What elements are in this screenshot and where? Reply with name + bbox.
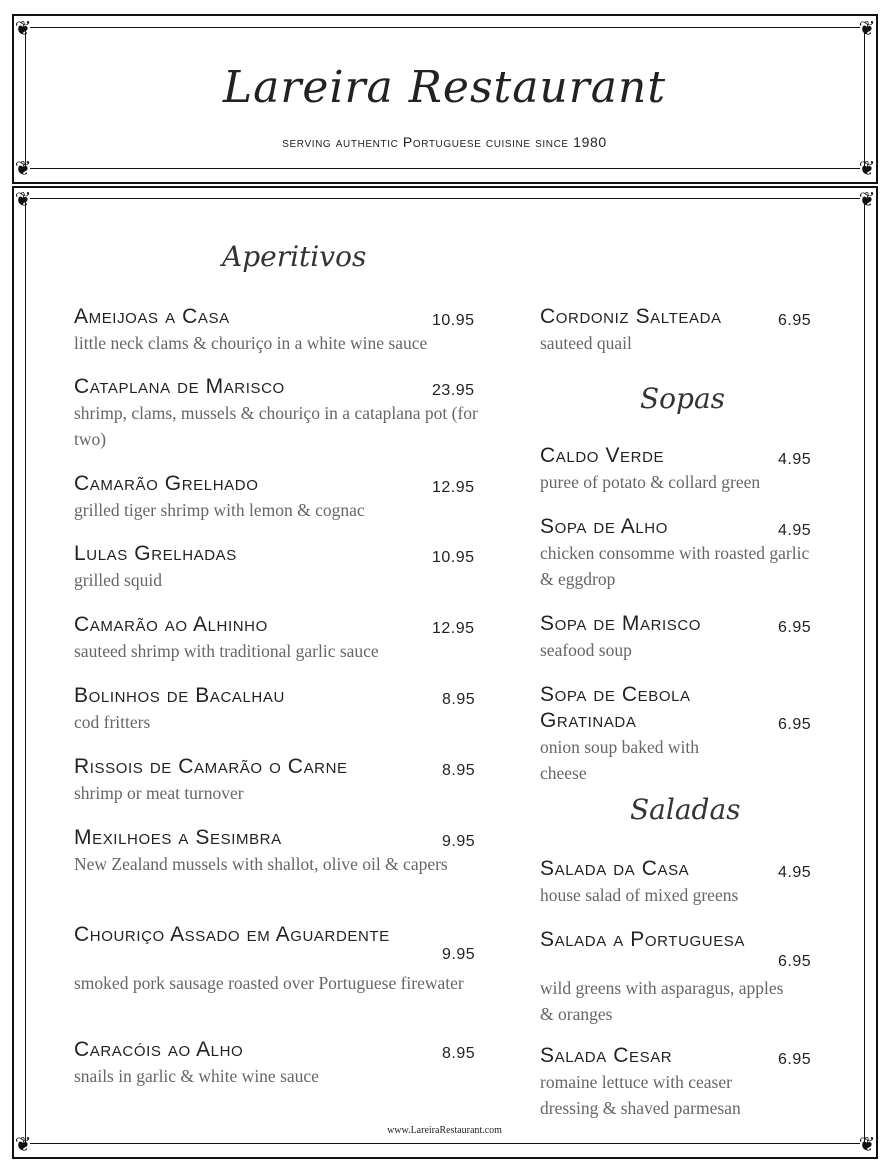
menu-item-description: shrimp, clams, mussels & chouriço in a cataplana pot (for two)	[74, 403, 478, 449]
menu-item-price: 12.95	[432, 479, 475, 496]
menu-item-saladas	[540, 856, 830, 908]
menu-item-aperitivos	[74, 471, 486, 523]
menu-item-name: Cordoniz Salteada	[540, 305, 722, 328]
menu-item-description: grilled squid	[74, 570, 162, 590]
header-frame-bottom-outer	[12, 182, 878, 184]
menu-item-price: 8.95	[442, 762, 476, 779]
corner-ornament-icon: ❦	[14, 187, 32, 211]
body-frame-right-outer	[876, 186, 878, 1157]
menu-item-name: Sopa de Marisco	[540, 612, 702, 635]
menu-item-price: 6.95	[778, 716, 812, 733]
menu-item-description: seafood soup	[540, 640, 632, 660]
menu-item-aperitivos	[74, 374, 486, 452]
footer-url[interactable]: www.LareiraRestaurant.com	[387, 1125, 502, 1136]
body-frame-right-inner	[864, 198, 865, 1143]
menu-item-price: 4.95	[778, 864, 812, 881]
menu-item-name: Caldo Verde	[540, 444, 665, 467]
menu-item-price: 4.95	[778, 451, 812, 468]
menu-item-description: cod fritters	[74, 712, 151, 732]
menu-item-description: romaine lettuce with ceaser dressing & shaved parmesan	[540, 1072, 741, 1118]
corner-ornament-icon: ❦	[858, 16, 876, 40]
corner-ornament-icon: ❦	[14, 16, 32, 40]
menu-item-name: Sopa de Alho	[540, 515, 668, 538]
menu-item-right_top	[540, 304, 830, 356]
menu-item-name: Cataplana de Marisco	[74, 375, 285, 398]
menu-item-description: chicken consomme with roasted garlic & eggdrop	[540, 543, 810, 589]
menu-item-name: Sopa de Cebola Gratinada	[540, 683, 691, 732]
menu-item-description: sauteed quail	[540, 333, 632, 353]
menu-item-price: 4.95	[778, 522, 812, 539]
body-frame-top-inner	[30, 198, 860, 199]
menu-item-aperitivos	[74, 304, 486, 356]
menu-item-name: Salada a Portuguesa	[540, 928, 746, 951]
menu-item-price: 8.95	[442, 1045, 476, 1062]
menu-item-description: wild greens with asparagus, apples & oranges	[540, 978, 784, 1024]
menu-item-aperitivos	[74, 612, 486, 664]
section-title-sopas: Sopas	[640, 382, 726, 415]
menu-item-description: grilled tiger shrimp with lemon & cognac	[74, 500, 365, 520]
menu-item-sopas	[540, 682, 812, 786]
body-frame-left-outer	[12, 186, 14, 1157]
menu-item-price: 9.95	[442, 946, 476, 963]
menu-item-description: New Zealand mussels with shallot, olive oil & capers	[74, 854, 448, 874]
menu-item-name: Chouriço Assado em Aguardente	[74, 923, 390, 946]
menu-item-price: 6.95	[778, 953, 812, 970]
menu-item-name: Caracóis ao Alho	[74, 1038, 244, 1061]
menu-item-name: Camarão ao Alhinho	[74, 613, 268, 636]
menu-item-sopas	[540, 611, 830, 663]
menu-item-aperitivos	[74, 825, 476, 877]
body-frame-left-inner	[25, 198, 26, 1143]
menu-item-aperitivos	[74, 683, 486, 735]
menu-item-aperitivos	[74, 922, 476, 996]
menu-item-price: 6.95	[778, 312, 812, 329]
body-frame-bottom-outer	[12, 1157, 878, 1159]
menu-item-price: 8.95	[442, 691, 476, 708]
menu-item-name: Rissois de Camarão o Carne	[74, 755, 348, 778]
menu-item-price: 10.95	[432, 312, 475, 329]
menu-item-sopas	[540, 514, 820, 592]
menu-item-sopas	[540, 443, 830, 495]
menu-item-name: Camarão Grelhado	[74, 472, 259, 495]
corner-ornament-icon: ❦	[858, 187, 876, 211]
section-title-aperitivos: Aperitivos	[222, 240, 367, 273]
menu-item-name: Mexilhoes a Sesimbra	[74, 826, 282, 849]
menu-item-price: 12.95	[432, 620, 475, 637]
corner-ornament-icon: ❦	[14, 1132, 32, 1156]
menu-item-description: shrimp or meat turnover	[74, 783, 244, 803]
header-frame-top-inner	[30, 27, 860, 28]
menu-item-price: 6.95	[778, 1051, 812, 1068]
menu-item-description: smoked pork sausage roasted over Portuguese firewater	[74, 973, 464, 993]
corner-ornament-icon: ❦	[858, 156, 876, 180]
body-frame-bottom-inner	[30, 1143, 860, 1144]
menu-item-description: onion soup baked with cheese	[540, 737, 699, 783]
menu-item-saladas	[540, 927, 812, 1027]
menu-item-saladas	[540, 1043, 812, 1121]
menu-item-name: Lulas Grelhadas	[74, 542, 237, 565]
menu-item-price: 6.95	[778, 619, 812, 636]
menu-item-description: puree of potato & collard green	[540, 472, 761, 492]
menu-item-aperitivos	[74, 754, 486, 806]
header-frame-bottom-inner	[30, 168, 860, 169]
menu-item-price: 9.95	[442, 833, 476, 850]
menu-item-aperitivos	[74, 1037, 486, 1089]
menu-item-description: little neck clams & chouriço in a white wine sauce	[74, 333, 428, 353]
header-frame-top-outer	[12, 14, 878, 16]
section-title-saladas: Saladas	[630, 793, 741, 826]
menu-item-description: snails in garlic & white wine sauce	[74, 1066, 319, 1086]
menu-item-name: Bolinhos de Bacalhau	[74, 684, 285, 707]
menu-item-name: Ameijoas a Casa	[74, 305, 230, 328]
menu-item-name: Salada da Casa	[540, 857, 690, 880]
corner-ornament-icon: ❦	[858, 1132, 876, 1156]
restaurant-tagline: serving authentic Portuguese cuisine since 1980	[282, 134, 607, 150]
menu-item-price: 10.95	[432, 549, 475, 566]
menu-item-aperitivos	[74, 541, 486, 593]
menu-item-name: Salada Cesar	[540, 1044, 673, 1067]
menu-item-description: sauteed shrimp with traditional garlic sauce	[74, 641, 379, 661]
menu-item-description: house salad of mixed greens	[540, 885, 739, 905]
corner-ornament-icon: ❦	[14, 156, 32, 180]
menu-item-price: 23.95	[432, 382, 475, 399]
restaurant-title: Lareira Restaurant	[222, 62, 667, 113]
body-frame-top-outer	[12, 186, 878, 188]
